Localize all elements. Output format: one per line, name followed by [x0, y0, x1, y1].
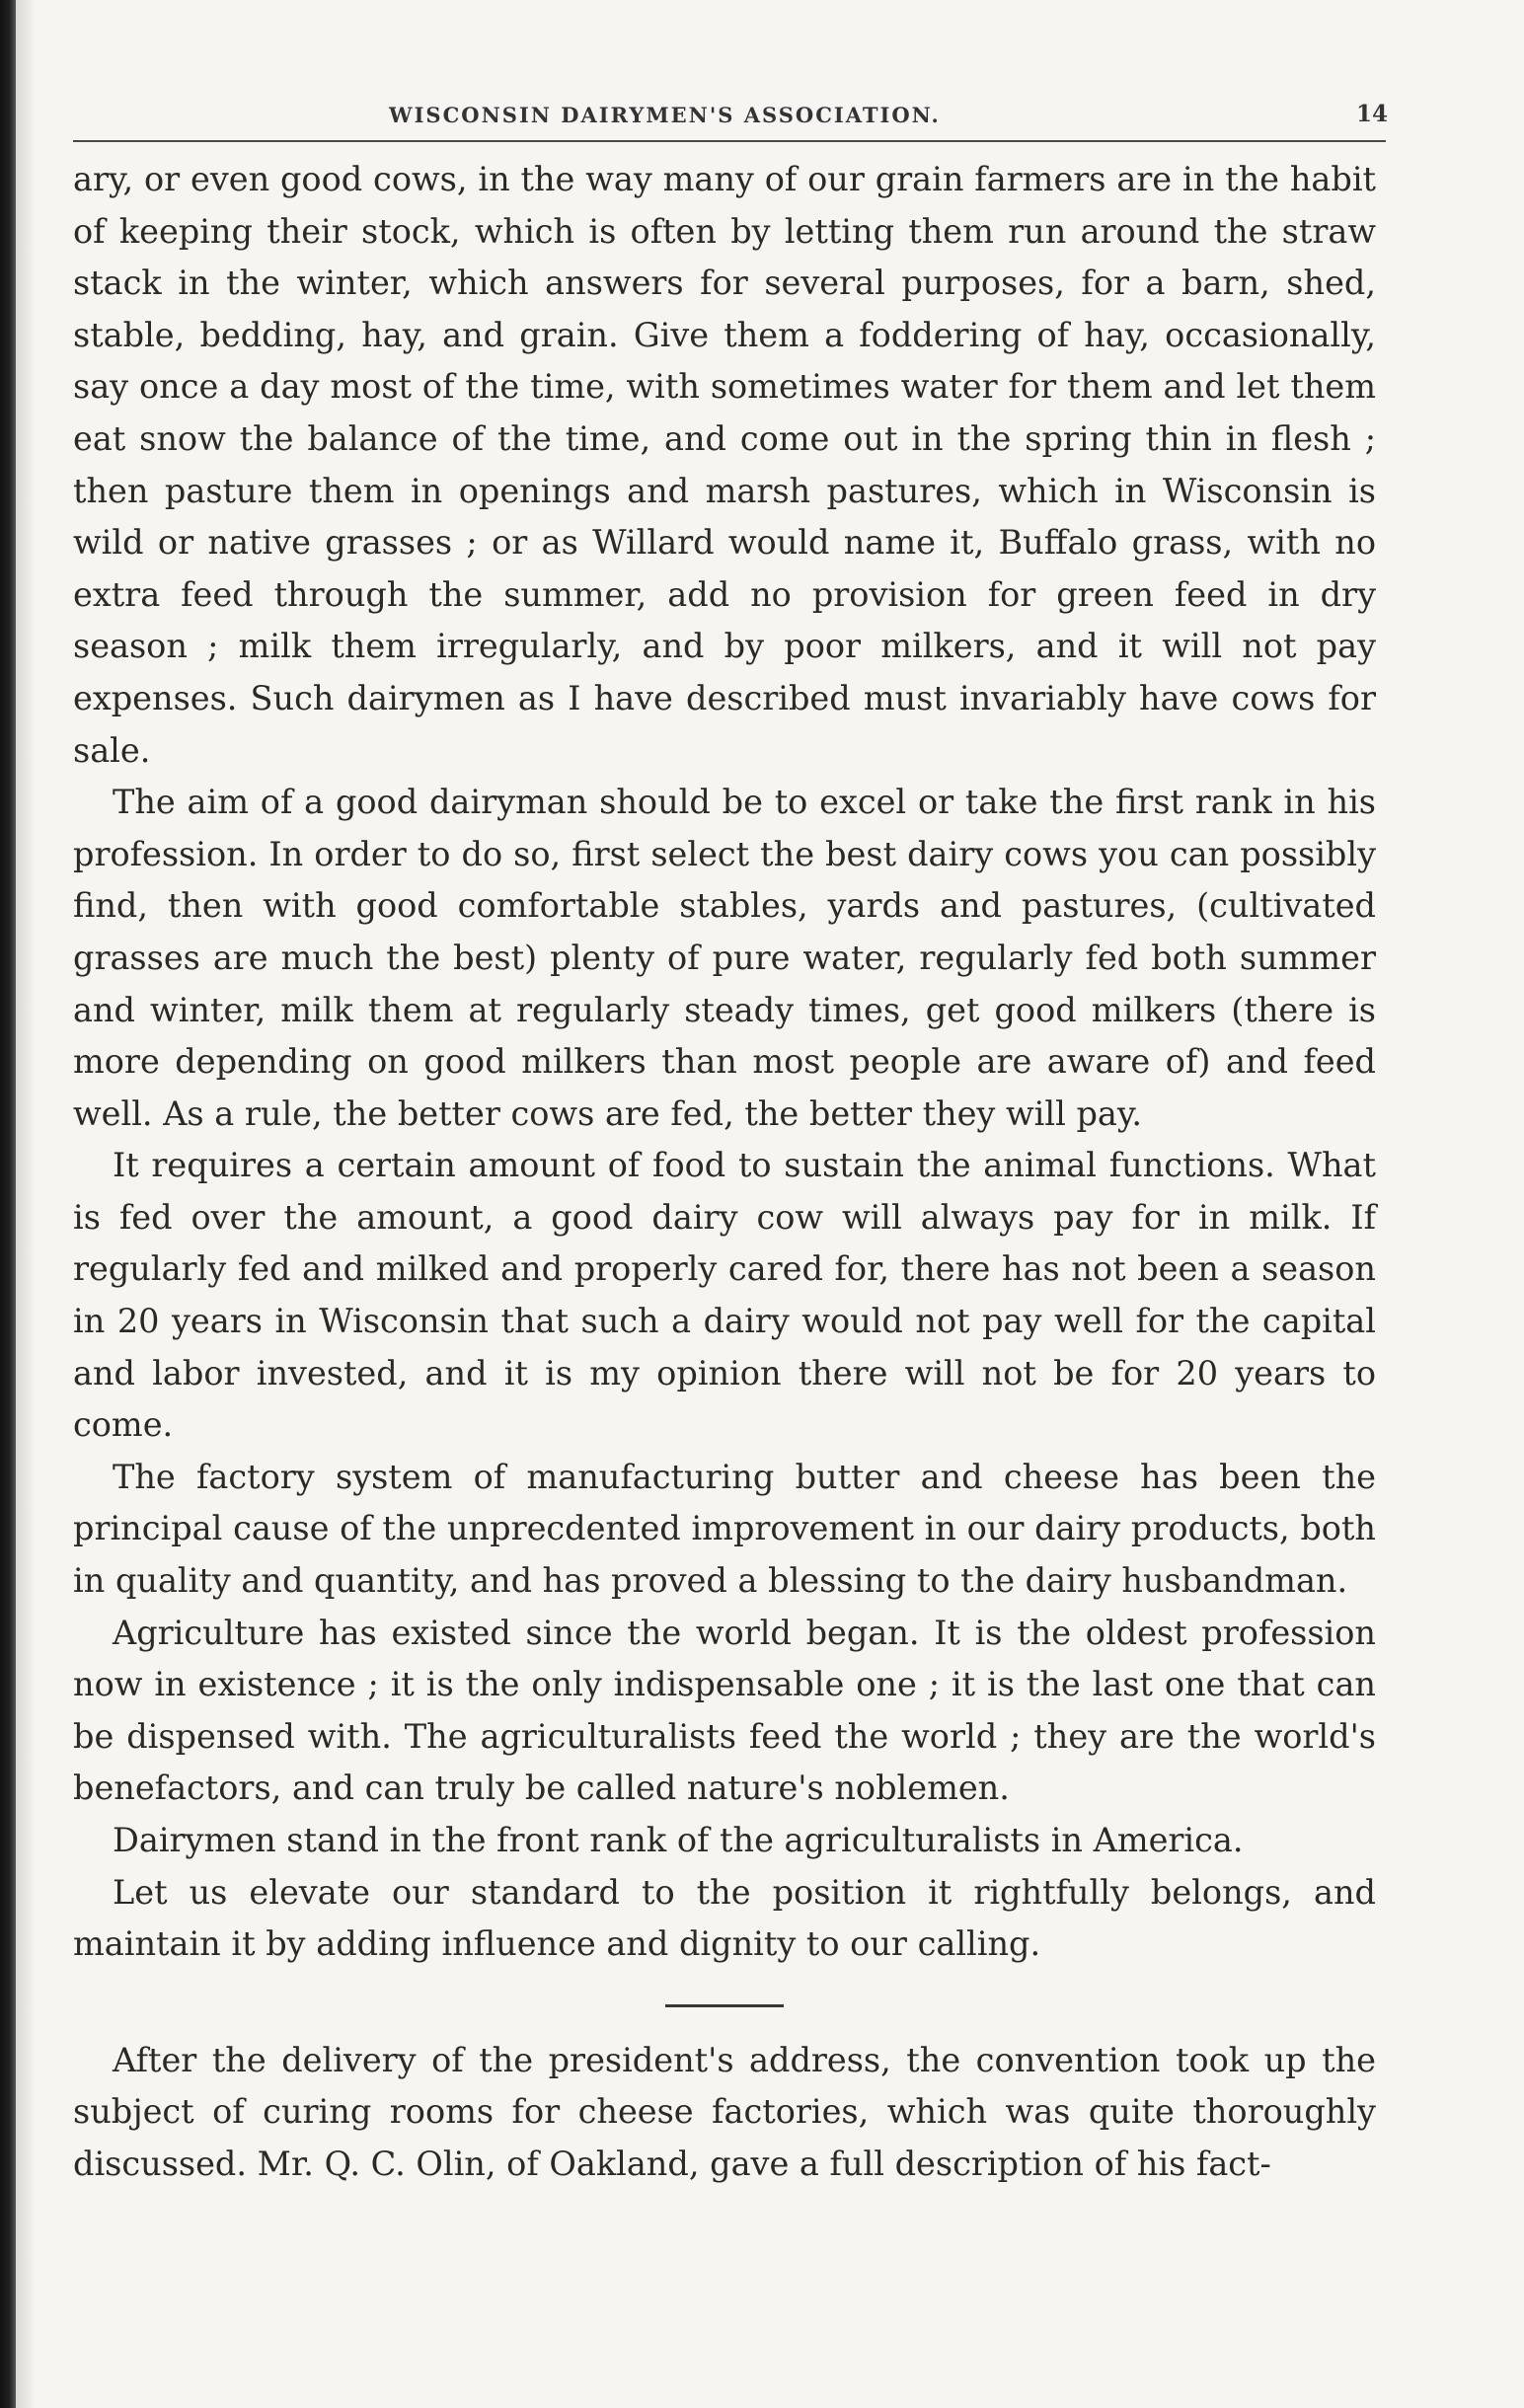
- paragraph-7: Let us elevate our standard to the position it rightfully belongs, and maintain it by adding influence and dignity to our calling.: [73, 1872, 1376, 1964]
- paragraph-5: Agriculture has existed since the world began. It is the oldest profession now in existence ; it is the only indispensable one ; it is the last one that can be dispensed with. The agriculturalists feed the world ; they are the world's benefactors, and can truly be called nature's noblemen.: [73, 1613, 1376, 1808]
- section-divider: [665, 2004, 784, 2007]
- paragraph-6: Dairymen stand in the front rank of the agriculturalists in America.: [113, 1821, 1244, 1859]
- gutter-shadow: [16, 0, 36, 2408]
- paragraph-after-divider: After the delivery of the president's address, the convention took up the subject of curing rooms for cheese factories, which was quite thoroughly discussed. Mr. Q. C. Olin, of Oakland, gave a full description of his fact-: [73, 2040, 1376, 2183]
- paragraph-2: The aim of a good dairyman should be to excel or take the first rank in his profession. In order to do so, first select the best dairy cows you can possibly find, then with good comfortable stables, yards and pastures, (cultivated grasses are much the best) plenty of pure water, regularly fed both summer and winter, milk them at regularly steady times, get good milkers (there is more depending on good milkers than most people are aware of) and feed well. As a rule, the better cows are fed, the better they will pay.: [73, 783, 1376, 1133]
- book-spine-edge: [0, 0, 16, 2408]
- page-number: 14: [1355, 101, 1388, 127]
- paragraph-1: ary, or even good cows, in the way many of our grain farmers are in the habit of keeping their stock, which is often by letting them run around the straw stack in the winter, which answers for several purposes, for a barn, shed, stable, bedding, hay, and grain. Give them a foddering of hay, occasionally, say once a day most of the time, with sometimes water for them and let them eat snow the balance of the time, and come out in the spring thin in flesh ; then pasture them in openings and marsh pastures, which in Wisconsin is wild or native grasses ; or as Willard would name it, Buffalo grass, with no extra feed through the summer, add no provision for green feed in dry season ; milk them irregularly, and by poor milkers, and it will not pay expenses. Such dairymen as I have described must invariably have cows for sale.: [73, 160, 1376, 770]
- paragraph-4: The factory system of manufacturing butter and cheese has been the principal cause of the unprecdented improvement in our dairy products, both in quality and quantity, and has proved a blessing to the dairy husbandman.: [73, 1457, 1376, 1601]
- header-rule: [73, 140, 1386, 142]
- paragraph-3: It requires a certain amount of food to sustain the animal functions. What is fed over the amount, a good dairy cow will always pay for in milk. If regularly fed and milked and properly cared for, there has not been a season in 20 years in Wisconsin that such a dairy would not pay well for the capital and labor invested, and it is my opinion there will not be for 20 years to come.: [73, 1146, 1376, 1445]
- running-title: WISCONSIN DAIRYMEN'S ASSOCIATION.: [389, 103, 941, 127]
- body-text: [73, 154, 1376, 2191]
- book-page: [73, 95, 1388, 2191]
- running-head: [73, 95, 1388, 146]
